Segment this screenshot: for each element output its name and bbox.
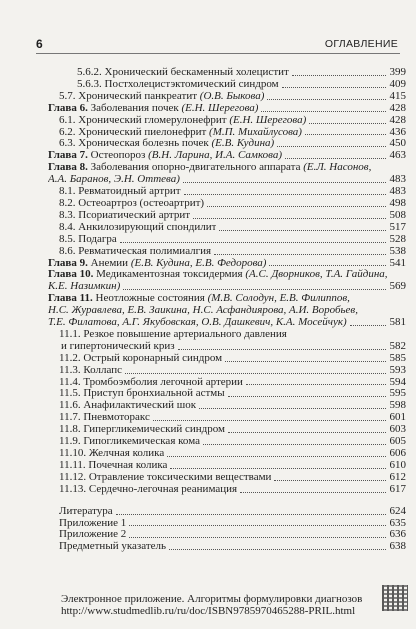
dot-leader <box>305 134 386 135</box>
page-header <box>36 37 400 54</box>
toc-entry-title <box>59 246 211 258</box>
dot-leader <box>269 265 386 266</box>
page-number: 581 <box>389 316 406 329</box>
toc-entry[interactable] <box>48 246 406 258</box>
chapter-label: Глава 10. <box>48 269 97 281</box>
toc-entry[interactable] <box>48 365 406 377</box>
page-number: 428 <box>389 113 406 126</box>
page-number: 528 <box>389 232 406 245</box>
page-number: 450 <box>389 137 406 150</box>
page-number: 585 <box>389 351 406 364</box>
page-number: 593 <box>389 363 406 376</box>
chapter-label: Глава 9. <box>48 257 91 269</box>
page-number: 612 <box>389 470 406 483</box>
toc-entry-title <box>59 518 126 530</box>
page-number: 569 <box>389 280 406 293</box>
toc-entry-title <box>59 377 243 389</box>
entry-authors: (Е.Н. Шерегова) <box>229 114 307 126</box>
page-number: 428 <box>389 101 406 114</box>
page-number: 415 <box>389 89 406 102</box>
dot-leader <box>277 146 386 147</box>
entry-authors: (Е.В. Кудина) <box>211 138 275 150</box>
toc-entry-title <box>59 460 167 472</box>
entry-text: 11.4. Тромбоэмболия легочной артерии <box>59 376 243 388</box>
dot-leader <box>274 480 386 481</box>
dot-leader <box>261 111 386 112</box>
toc-entry[interactable] <box>48 127 406 139</box>
dot-leader <box>169 549 386 550</box>
entry-authors: А.А. Баранов, Э.Н. Оттева) <box>48 174 180 186</box>
page-number: 409 <box>389 77 406 90</box>
entry-authors: Т.Е. Филатова, А.Г. Якубовская, О.В. Дашкевич, К.А. Мосейчук) <box>48 317 347 329</box>
entry-text: 5.6.2. Хронический бескаменный холецистит <box>77 67 289 78</box>
page-number: 498 <box>389 196 406 209</box>
toc-continuation <box>48 341 406 353</box>
toc-entry-title <box>59 436 200 448</box>
dot-leader <box>116 514 386 515</box>
toc-entry-title <box>59 198 204 210</box>
dot-leader <box>203 444 386 445</box>
dot-leader <box>292 75 386 76</box>
dot-leader <box>167 456 386 457</box>
toc-entry-title <box>59 115 306 127</box>
appendix-line: Электронное приложение. Алгоритмы формулировки диагнозов <box>61 593 363 605</box>
dot-leader <box>225 361 386 362</box>
toc-back-matter[interactable] <box>48 506 406 518</box>
toc-entry[interactable] <box>48 222 406 234</box>
toc-entry[interactable] <box>48 460 406 472</box>
page-number: 595 <box>389 387 406 400</box>
toc-entry[interactable] <box>48 138 406 150</box>
toc-entry-title <box>48 317 347 329</box>
toc-continuation <box>48 305 406 317</box>
page-number: 603 <box>389 423 406 436</box>
entry-text: Остеопороз <box>90 150 146 162</box>
toc-back-matter[interactable] <box>48 541 406 553</box>
entry-text: 11.10. Желчная колика <box>59 448 165 459</box>
entry-authors: (В.Н. Ларина, И.А. Самкова) <box>148 150 283 162</box>
page-number: 638 <box>389 540 406 553</box>
toc-entry[interactable] <box>48 400 406 412</box>
toc-entry-title <box>77 79 279 91</box>
toc-entry-title <box>59 91 264 103</box>
toc-chapter[interactable] <box>48 258 406 270</box>
toc-entry[interactable] <box>48 186 406 198</box>
chapter-label: Глава 8. <box>48 162 91 174</box>
toc-entry[interactable] <box>48 424 406 436</box>
entry-text: 5.6.3. Постхолецистэктомический синдром <box>77 78 279 90</box>
entry-authors: (Е.Л. Насонов, <box>303 162 372 174</box>
page-number: 594 <box>389 375 406 388</box>
dot-leader <box>350 325 386 326</box>
entry-text: 8.2. Остеоартроз (остеоартрит) <box>59 197 205 209</box>
dot-leader <box>178 349 386 350</box>
dot-leader <box>123 289 386 290</box>
electronic-appendix-note <box>61 593 363 617</box>
entry-text: 11.1. Резкое повышение артериального давления <box>59 328 287 340</box>
dot-leader <box>246 384 386 385</box>
page-number: 605 <box>389 435 406 448</box>
toc-entry[interactable] <box>48 353 406 365</box>
section-gap <box>48 496 406 506</box>
toc-entry[interactable] <box>48 412 406 424</box>
entry-text: 11.9. Гипогликемическая кома <box>59 436 200 448</box>
entry-text: 8.5. Подагра <box>59 233 117 245</box>
toc-entry-title <box>77 67 289 79</box>
toc-continuation <box>48 317 406 329</box>
page-number: 582 <box>389 339 406 352</box>
dot-leader <box>207 206 386 207</box>
entry-text: Медикаментозная токсидермия <box>96 269 243 281</box>
toc-entry[interactable] <box>48 67 406 79</box>
toc-entry-title <box>59 541 166 553</box>
page-number: 538 <box>389 244 406 257</box>
entry-text: 11.5. Приступ бронхиальной астмы <box>59 388 225 400</box>
page-number: 617 <box>389 482 406 495</box>
toc-entry-title <box>59 388 225 400</box>
toc-entry[interactable] <box>48 472 406 484</box>
entry-text: Заболевания почек <box>90 102 179 114</box>
entry-text: 8.4. Анкилозирующий спондилит <box>59 221 217 233</box>
toc-chapter[interactable] <box>48 269 406 281</box>
dot-leader <box>219 230 386 231</box>
entry-text: 6.1. Хронический гломерулонефрит <box>59 114 227 126</box>
toc-continuation <box>48 281 406 293</box>
chapter-label: Глава 11. <box>48 293 96 305</box>
dot-leader <box>129 537 386 538</box>
toc-chapter[interactable] <box>48 150 406 162</box>
entry-text: 8.3. Псориатический артрит <box>59 209 191 221</box>
toc-entry-title <box>59 506 113 518</box>
toc-entry-title <box>59 353 222 365</box>
page-number: 436 <box>389 125 406 138</box>
qr-code-icon <box>382 585 408 611</box>
toc-entry-title <box>48 281 120 293</box>
entry-authors: (Е.В. Кудина, Е.В. Федорова) <box>130 257 267 269</box>
page-number: 517 <box>389 220 406 233</box>
entry-authors: (М.В. Солодун, Е.В. Филиппов, <box>207 293 350 305</box>
toc-entry-title <box>48 162 371 174</box>
entry-authors: Н.С. Журавлева, Е.В. Заикина, Н.С. Асфандиярова, А.И. Воробьев, <box>48 304 358 317</box>
page-number: 463 <box>389 149 406 162</box>
entry-text: 11.6. Анафилактический шок <box>59 400 197 412</box>
entry-authors: К.Е. Назимкин) <box>48 281 121 293</box>
toc-entry-title <box>48 103 258 115</box>
entry-text: 6.3. Хроническая болезнь почек <box>59 138 209 150</box>
toc-entry-title <box>59 400 196 412</box>
toc-entry[interactable] <box>48 436 406 448</box>
toc-entry-title <box>59 329 287 341</box>
chapter-label: Глава 6. <box>48 102 91 114</box>
toc-continuation <box>48 174 406 186</box>
toc-entry-title <box>48 269 388 281</box>
toc-entry[interactable] <box>48 91 406 103</box>
dot-leader <box>199 408 386 409</box>
entry-authors: (М.П. Михайлусова) <box>209 126 302 138</box>
toc-entry[interactable] <box>48 198 406 210</box>
toc-entry-title <box>59 529 126 541</box>
dot-leader <box>228 432 386 433</box>
table-of-contents <box>48 67 406 553</box>
toc-entry[interactable] <box>48 329 406 341</box>
page-number: 636 <box>389 528 406 541</box>
toc-entry-title <box>48 174 180 186</box>
toc-entry-title <box>59 424 225 436</box>
toc-back-matter[interactable] <box>48 518 406 530</box>
toc-entry-title <box>59 210 190 222</box>
toc-chapter[interactable] <box>48 103 406 115</box>
dot-leader <box>120 242 386 243</box>
entry-text: Предметный указатель <box>59 541 167 553</box>
toc-entry-title <box>59 472 271 484</box>
entry-authors: (А.С. Дворников, Т.А. Гайдина, <box>245 269 388 281</box>
toc-entry[interactable] <box>48 210 406 222</box>
entry-authors: (Е.Н. Шерегова) <box>181 102 259 114</box>
entry-text: 8.1. Ревматоидный артрит <box>59 186 181 198</box>
appendix-url[interactable]: http://www.studmedlib.ru/ru/doc/ISBN9785970465288-PRIL.html <box>61 605 356 617</box>
entry-text: Литература <box>59 505 113 517</box>
toc-entry[interactable] <box>48 388 406 400</box>
entry-text: Анемии <box>90 257 129 269</box>
toc-entry-title: и гипертонический криз <box>61 340 175 352</box>
toc-entry-title <box>59 448 164 460</box>
running-title: ОГЛАВЛЕНИЕ <box>324 38 398 50</box>
dot-leader <box>184 194 386 195</box>
toc-entry-title <box>59 186 181 198</box>
page-number: 624 <box>389 504 406 517</box>
toc-entry-title <box>48 150 282 162</box>
dot-leader <box>240 492 386 493</box>
entry-text: Приложение 2 <box>59 529 127 541</box>
page-number: 541 <box>389 256 406 269</box>
page-number: 610 <box>389 458 406 471</box>
page-number: 606 <box>389 447 406 459</box>
dot-leader <box>282 87 386 88</box>
toc-back-matter[interactable] <box>48 529 406 541</box>
page-number: 598 <box>389 399 406 412</box>
toc-entry-title <box>59 138 274 150</box>
entry-authors: (О.В. Быкова) <box>199 90 265 102</box>
dot-leader <box>125 373 386 374</box>
entry-text: 11.12. Отравление токсическими веществами <box>59 471 272 483</box>
entry-text: 6.2. Хронический пиелонефрит <box>59 126 207 138</box>
entry-text: 5.7. Хронический панкреатит <box>59 90 198 102</box>
entry-text: 8.6. Ревматическая полимиалгия <box>59 245 212 257</box>
dot-leader <box>183 182 386 183</box>
dot-leader <box>129 525 386 526</box>
page-number: 483 <box>389 185 406 198</box>
page-number: 601 <box>389 411 406 424</box>
toc-entry-title <box>59 484 237 496</box>
page-number: 399 <box>389 66 406 78</box>
page-number: 6 <box>36 37 43 51</box>
toc-entry-title <box>59 222 216 234</box>
toc-entry[interactable] <box>48 234 406 246</box>
page-number: 508 <box>389 208 406 221</box>
entry-text: 11.8. Гипергликемический синдром <box>59 424 226 436</box>
dot-leader <box>170 468 386 469</box>
dot-leader <box>228 396 386 397</box>
page-number: 483 <box>389 173 406 186</box>
dot-leader <box>153 420 386 421</box>
dot-leader <box>267 99 386 100</box>
dot-leader <box>285 158 386 159</box>
toc-entry-title <box>59 127 302 139</box>
dot-leader <box>309 123 386 124</box>
toc-entry-title <box>59 412 150 424</box>
chapter-label: Глава 7. <box>48 150 91 162</box>
toc-entry-title <box>59 365 122 377</box>
entry-text: 11.2. Острый коронарный синдром <box>59 352 223 364</box>
toc-entry[interactable] <box>48 484 406 496</box>
entry-text: Приложение 1 <box>59 517 127 529</box>
dot-leader <box>214 254 386 255</box>
entry-text: Неотложные состояния <box>95 293 205 305</box>
entry-text: 11.11. Почечная колика <box>59 459 168 471</box>
entry-text: 11.13. Сердечно-легочная реанимация <box>59 483 238 495</box>
toc-entry-title <box>59 234 117 246</box>
entry-text: 11.7. Пневмоторакс <box>59 412 150 424</box>
toc-entry[interactable] <box>48 79 406 91</box>
dot-leader <box>193 218 386 219</box>
page-number: 635 <box>389 516 406 529</box>
toc-entry[interactable] <box>48 115 406 127</box>
entry-text: 11.3. Коллапс <box>59 364 122 376</box>
entry-text: Заболевания опорно-двигательного аппарата <box>90 162 301 174</box>
toc-entry-title <box>48 258 266 270</box>
toc-chapter[interactable] <box>48 162 406 174</box>
toc-entry[interactable] <box>48 377 406 389</box>
toc-entry[interactable] <box>48 448 406 460</box>
